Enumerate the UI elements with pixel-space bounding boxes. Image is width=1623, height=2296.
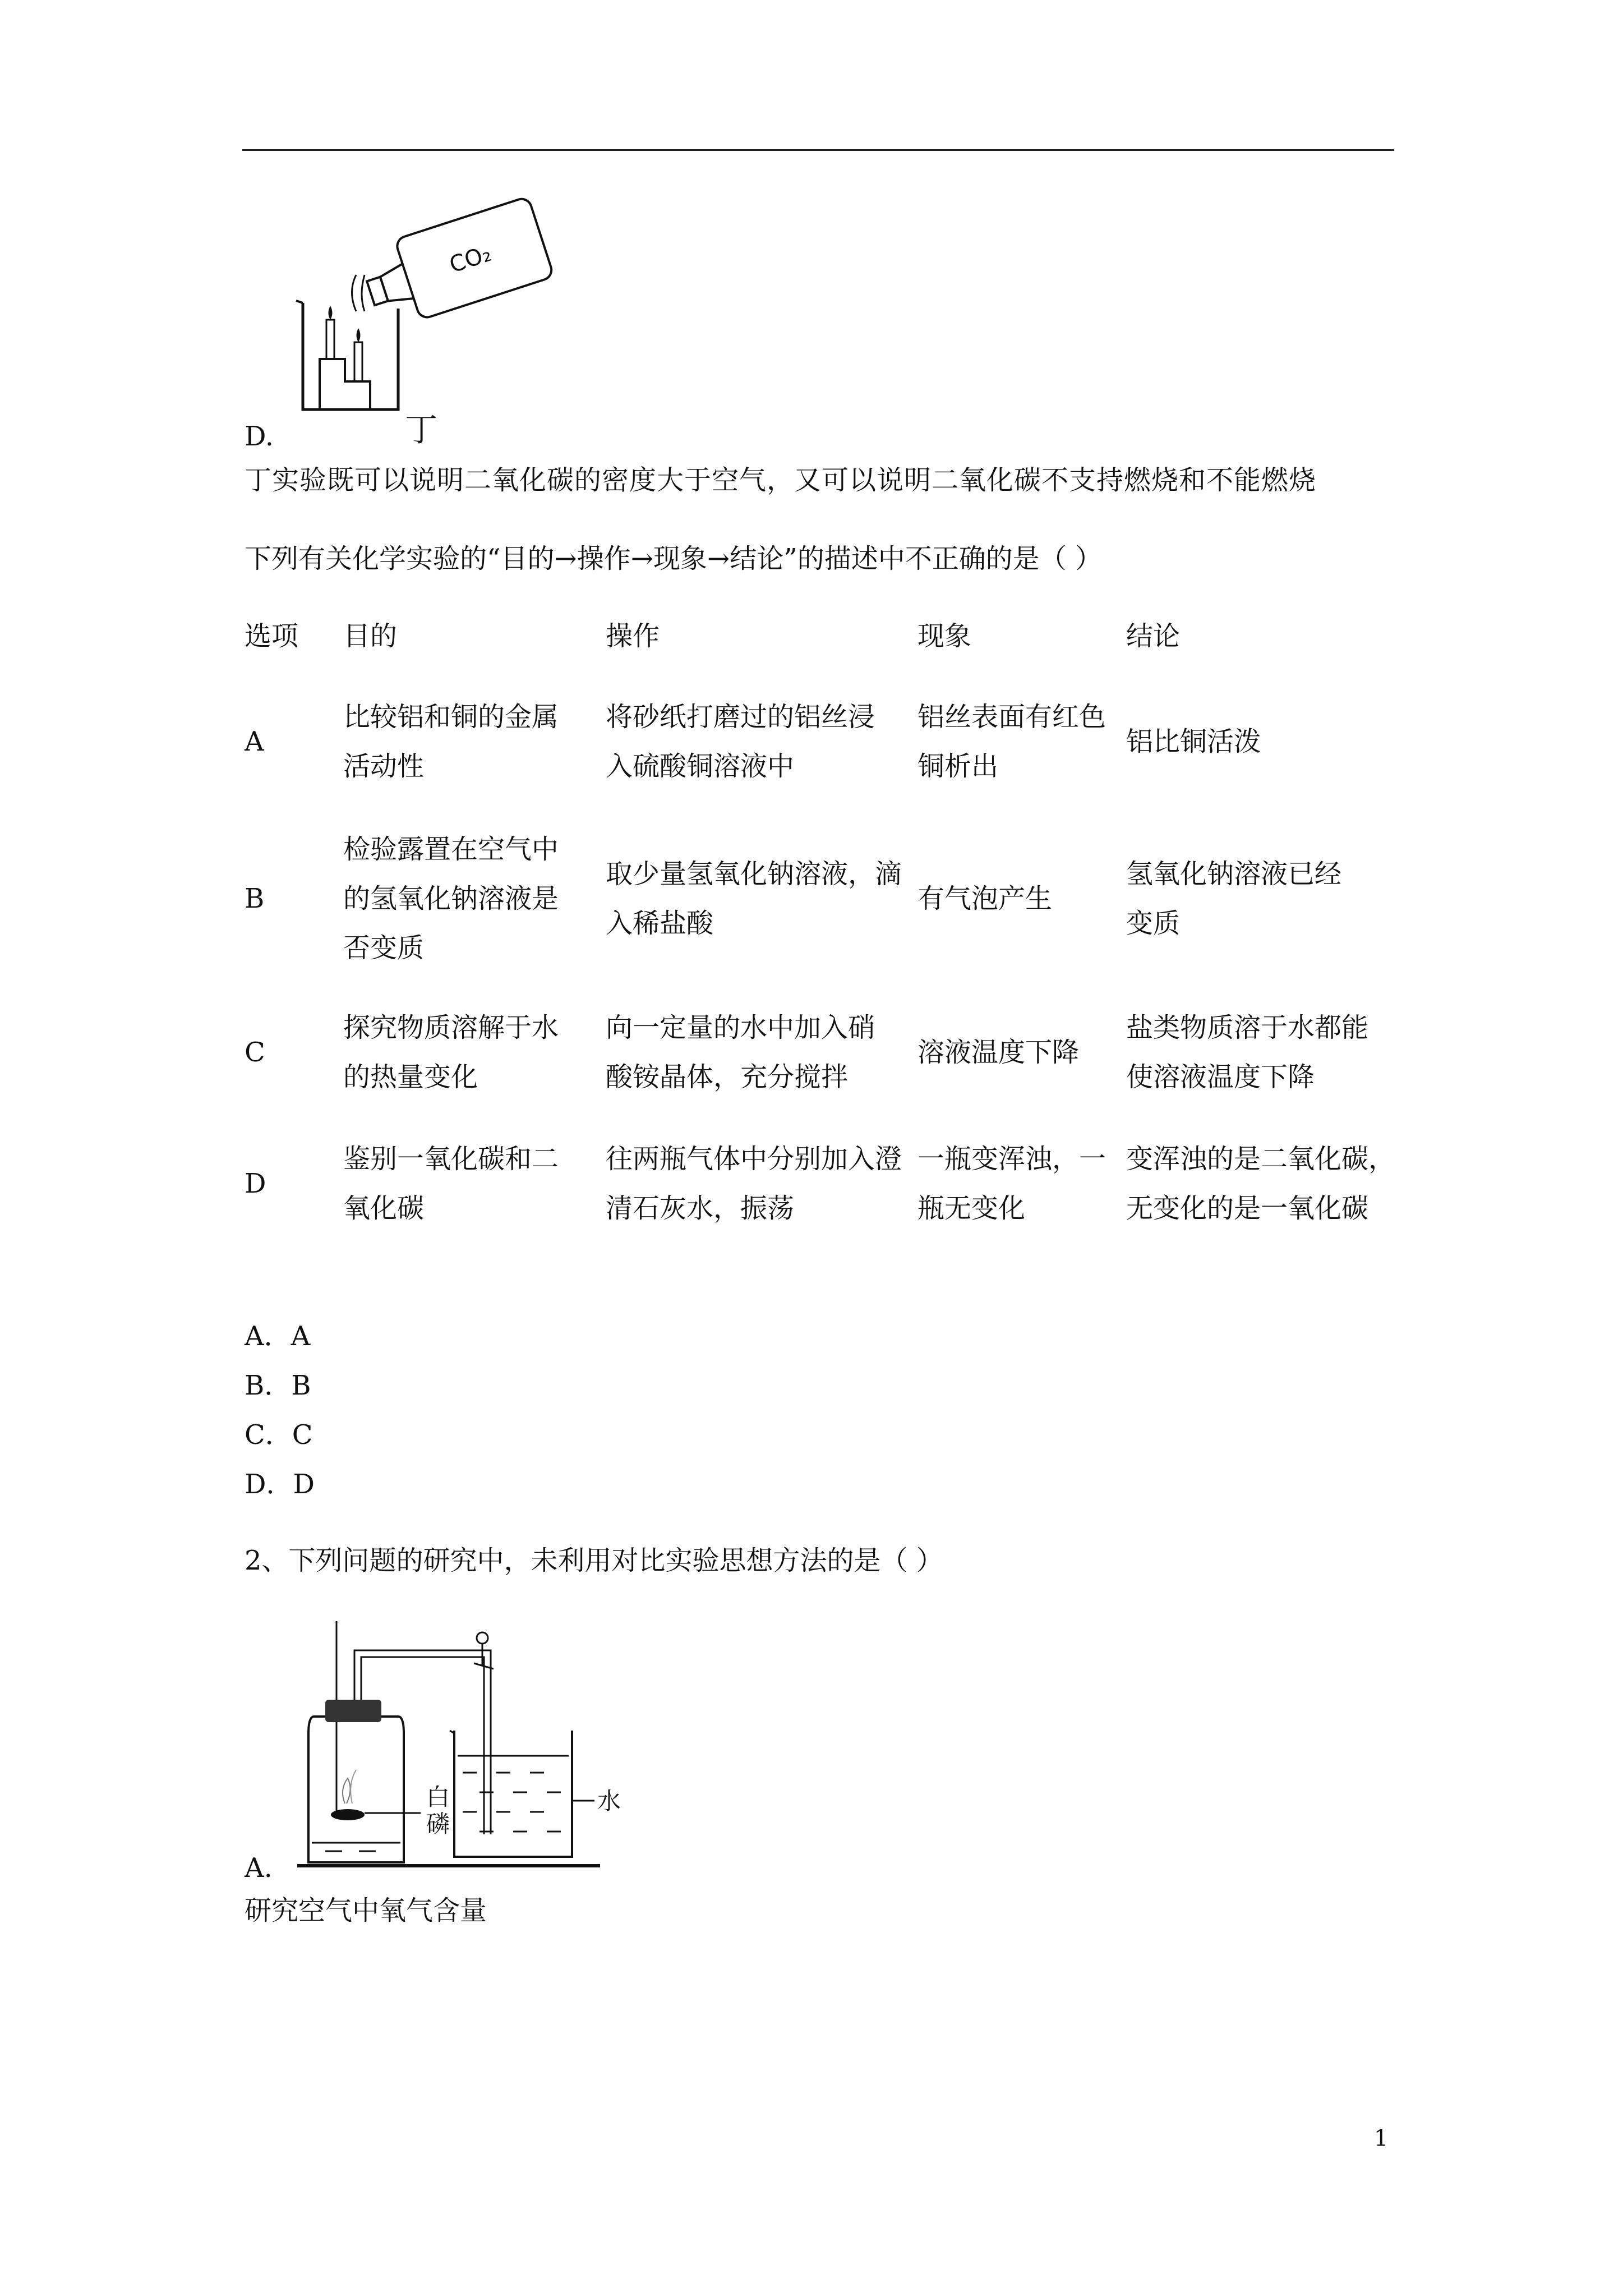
header-rule (242, 149, 1394, 151)
choice-c[interactable]: C．C (245, 1419, 313, 1451)
table-row-d-option: D (245, 1168, 266, 1199)
choice-b[interactable]: B．B (245, 1370, 311, 1401)
table-row-d-conclusion: 变浑浊的是二氧化碳，无变化的是一氧化碳 (1126, 1143, 1396, 1224)
table-row-c-conclusion: 盐类物质溶于水都能使溶液温度下降 (1126, 1012, 1369, 1093)
table-row-d-operation: 往两瓶气体中分别加入澄清石灰水，振荡 (606, 1143, 902, 1224)
table-row-a-purpose: 比较铝和铜的金属活动性 (343, 701, 559, 782)
table-row-b-conclusion: 氢氧化钠溶液已经变质 (1126, 858, 1342, 939)
q2-option-a-text: 研究空气中氧气含量 (245, 1895, 487, 1926)
table-row-d-purpose: 鉴别一氧化碳和二氧化碳 (343, 1143, 559, 1224)
q2-stem: 2、下列问题的研究中，未利用对比实验思想方法的是（ ） (245, 1545, 943, 1576)
table-header-purpose: 目的 (343, 620, 398, 652)
table-row-a-conclusion: 铝比铜活泼 (1126, 726, 1261, 757)
choice-d[interactable]: D．D (245, 1469, 315, 1500)
table-row-c-purpose: 探究物质溶解于水的热量变化 (343, 1012, 559, 1093)
table-row-b-phenomenon: 有气泡产生 (917, 883, 1053, 914)
table-row-b-operation: 取少量氢氧化钠溶液，滴入稀盐酸 (606, 858, 902, 939)
table-row-b-purpose: 检验露置在空气中的氢氧化钠溶液是否变质 (343, 834, 559, 964)
table-header-option: 选项 (245, 620, 299, 652)
figure-d-caption: 丁 (405, 411, 438, 449)
table-row-c-option: C (245, 1037, 265, 1068)
table-question-stem: 下列有关化学实验的“目的→操作→现象→结论”的描述中不正确的是（ ） (245, 543, 1102, 574)
table-row-b-option: B (245, 883, 265, 914)
figure-d-co2-beaker (292, 191, 583, 438)
table-header-conclusion: 结论 (1126, 620, 1181, 652)
option-d-text: 丁实验既可以说明二氧化碳的密度大于空气，又可以说明二氧化碳不支持燃烧和不能燃烧 (245, 464, 1317, 496)
page-number: 1 (1374, 2125, 1389, 2151)
table-row-d-phenomenon: 一瓶变浑浊，一瓶无变化 (917, 1143, 1106, 1224)
table-row-a-phenomenon: 铝丝表面有红色铜析出 (917, 701, 1106, 782)
figure-a-oxygen-apparatus (292, 1616, 662, 1879)
co2-label: CO₂ (446, 240, 495, 278)
option-d-label: D. (245, 421, 274, 452)
table-row-a-option: A (245, 726, 264, 757)
label-white-phosphorus-2: 磷 (426, 1810, 450, 1838)
table-row-a-operation: 将砂纸打磨过的铝丝浸入硫酸铜溶液中 (606, 701, 875, 782)
choice-a[interactable]: A．A (245, 1320, 311, 1352)
table-row-c-operation: 向一定量的水中加入硝酸铵晶体，充分搅拌 (606, 1012, 875, 1093)
label-white-phosphorus-1: 白 (426, 1783, 450, 1811)
table-header-phenomenon: 现象 (917, 620, 972, 652)
q2-option-a-label: A. (245, 1852, 273, 1884)
co2-bottle-icon (357, 196, 554, 332)
table-row-c-phenomenon: 溶液温度下降 (917, 1037, 1080, 1068)
label-water: 水 (597, 1787, 621, 1815)
table-header-operation: 操作 (606, 620, 660, 652)
